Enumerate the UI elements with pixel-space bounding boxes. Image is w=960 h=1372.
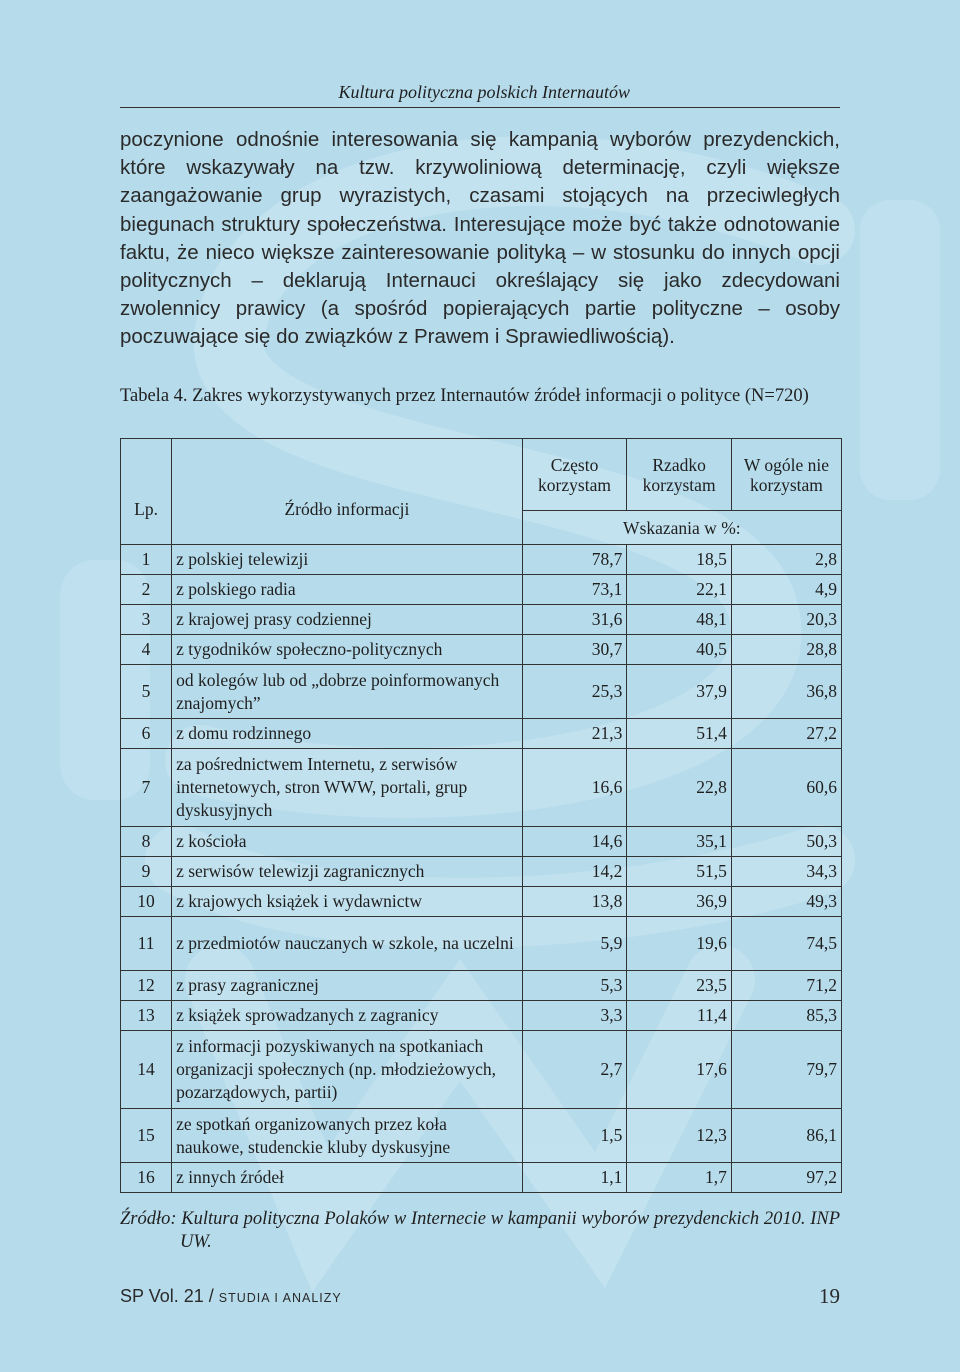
row-number: 7 [121, 749, 172, 827]
table-row [121, 605, 842, 635]
row-source: z krajowej prasy codziennej [172, 605, 523, 635]
table-row [121, 1001, 842, 1031]
row-source: z domu rodzinnego [172, 719, 523, 749]
table-row [121, 971, 842, 1001]
row-never-value: 85,3 [731, 1001, 841, 1031]
row-rarely-value: 18,5 [627, 545, 732, 575]
row-source: z książek sprowadzanych z zagranicy [172, 1001, 523, 1031]
row-rarely-value: 12,3 [627, 1109, 732, 1163]
row-often-value: 1,1 [522, 1163, 627, 1193]
header-lp-label: Lp. [134, 498, 158, 519]
row-number: 8 [121, 827, 172, 857]
table-row [121, 1031, 842, 1109]
row-never-value: 27,2 [731, 719, 841, 749]
row-number: 6 [121, 719, 172, 749]
row-never-value: 28,8 [731, 635, 841, 665]
table-row [121, 827, 842, 857]
header-rarely-label: Rzadko korzystam [642, 454, 716, 495]
table-row [121, 917, 842, 971]
table-row [121, 575, 842, 605]
row-never-value: 36,8 [731, 665, 841, 719]
footer-journal [120, 1286, 342, 1307]
row-number: 9 [121, 857, 172, 887]
row-rarely-value: 1,7 [627, 1163, 732, 1193]
row-often-value: 30,7 [522, 635, 627, 665]
row-number: 10 [121, 887, 172, 917]
header-lp [121, 439, 172, 545]
row-number: 14 [121, 1031, 172, 1109]
row-never-value: 50,3 [731, 827, 841, 857]
row-often-value: 73,1 [522, 575, 627, 605]
row-source: ze spotkań organizowanych przez koła naukowe, studenckie kluby dyskusyjne [172, 1109, 523, 1163]
row-source: z informacji pozyskiwanych na spotkaniach organizacji społecznych (np. młodzieżowych, pozarządowych, partii) [172, 1031, 523, 1109]
row-often-value: 2,7 [522, 1031, 627, 1109]
row-source: z polskiego radia [172, 575, 523, 605]
row-often-value: 16,6 [522, 749, 627, 827]
row-never-value: 20,3 [731, 605, 841, 635]
row-never-value: 49,3 [731, 887, 841, 917]
row-never-value: 60,6 [731, 749, 841, 827]
table-row [121, 545, 842, 575]
header-often [522, 439, 627, 511]
row-number: 4 [121, 635, 172, 665]
row-rarely-value: 22,8 [627, 749, 732, 827]
table-row [121, 887, 842, 917]
row-source: z serwisów telewizji zagranicznych [172, 857, 523, 887]
row-often-value: 78,7 [522, 545, 627, 575]
footer-separator: / [208, 1286, 214, 1306]
row-rarely-value: 35,1 [627, 827, 732, 857]
table-row [121, 719, 842, 749]
row-rarely-value: 37,9 [627, 665, 732, 719]
header-source [172, 439, 523, 545]
row-rarely-value: 22,1 [627, 575, 732, 605]
row-often-value: 21,3 [522, 719, 627, 749]
row-number: 5 [121, 665, 172, 719]
table-row [121, 749, 842, 827]
row-source: z przedmiotów nauczanych w szkole, na uczelni [172, 917, 523, 971]
table-caption [120, 384, 840, 409]
row-never-value: 71,2 [731, 971, 841, 1001]
header-unit-label: Wskazania w %: [623, 517, 741, 538]
row-often-value: 31,6 [522, 605, 627, 635]
header-source-label: Źródło informacji [284, 498, 410, 519]
sources-table [120, 438, 842, 1193]
header-unit [522, 511, 841, 545]
row-number: 2 [121, 575, 172, 605]
row-rarely-value: 36,9 [627, 887, 732, 917]
row-never-value: 97,2 [731, 1163, 841, 1193]
table-caption-text: Tabela 4. Zakres wykorzystywanych przez Internautów źródeł informacji o polityce (N=720) [120, 386, 809, 406]
row-often-value: 1,5 [522, 1109, 627, 1163]
row-number: 3 [121, 605, 172, 635]
row-source: od kolegów lub od „dobrze poinformowanych znajomych” [172, 665, 523, 719]
header-divider [120, 107, 840, 108]
row-rarely-value: 23,5 [627, 971, 732, 1001]
table-row [121, 635, 842, 665]
row-source: z krajowych książek i wydawnictw [172, 887, 523, 917]
row-often-value: 13,8 [522, 887, 627, 917]
row-rarely-value: 40,5 [627, 635, 732, 665]
row-often-value: 5,3 [522, 971, 627, 1001]
header-never [731, 439, 841, 511]
row-number: 16 [121, 1163, 172, 1193]
row-number: 1 [121, 545, 172, 575]
row-source: za pośrednictwem Internetu, z serwisów internetowych, stron WWW, portali, grup dyskusyjnych [172, 749, 523, 827]
table-row [121, 857, 842, 887]
source-note [120, 1208, 840, 1254]
journal-name: SP Vol. 21 [120, 1286, 204, 1306]
row-number: 12 [121, 971, 172, 1001]
row-source: z innych źródeł [172, 1163, 523, 1193]
row-rarely-value: 51,5 [627, 857, 732, 887]
row-never-value: 34,3 [731, 857, 841, 887]
row-rarely-value: 48,1 [627, 605, 732, 635]
section-name: STUDIA I ANALIZY [218, 1291, 342, 1305]
row-never-value: 86,1 [731, 1109, 841, 1163]
row-rarely-value: 51,4 [627, 719, 732, 749]
row-never-value: 79,7 [731, 1031, 841, 1109]
row-often-value: 5,9 [522, 917, 627, 971]
row-number: 11 [121, 917, 172, 971]
row-source: z prasy zagranicznej [172, 971, 523, 1001]
row-often-value: 14,2 [522, 857, 627, 887]
table-row [121, 1163, 842, 1193]
table-row [121, 1109, 842, 1163]
row-source: z polskiej telewizji [172, 545, 523, 575]
row-often-value: 3,3 [522, 1001, 627, 1031]
table-row [121, 665, 842, 719]
row-never-value: 74,5 [731, 917, 841, 971]
row-number: 13 [121, 1001, 172, 1031]
row-number: 15 [121, 1109, 172, 1163]
page-number: 19 [819, 1284, 840, 1308]
row-never-value: 2,8 [731, 545, 841, 575]
row-source: z kościoła [172, 827, 523, 857]
source-note-text: Źródło: Kultura polityczna Polaków w Internecie w kampanii wyborów prezydenckich 2010. INP UW. [120, 1209, 840, 1252]
row-source: z tygodników społeczno-politycznych [172, 635, 523, 665]
header-rarely [627, 439, 732, 511]
row-rarely-value: 11,4 [627, 1001, 732, 1031]
row-rarely-value: 17,6 [627, 1031, 732, 1109]
row-often-value: 25,3 [522, 665, 627, 719]
header-never-label: W ogóle nie korzystam [743, 454, 830, 495]
table-body [121, 545, 842, 1193]
row-never-value: 4,9 [731, 575, 841, 605]
row-rarely-value: 19,6 [627, 917, 732, 971]
running-header: Kultura polityczna polskich Internautów [338, 82, 630, 102]
header-often-label: Często korzystam [538, 454, 611, 495]
body-paragraph: poczynione odnośnie interesowania się kampanią wyborów prezydenckich, które wskazywały na tzw. krzywoliniową determinację, czyli większe zaangażowanie grup wyrazistych, czasami stojących na przeciwległych biegunach struktury społeczeństwa. Interesujące może być także odnotowanie faktu, że nieco większe zainteresowanie polityką – w stosunku do innych opcji politycznych – deklarują Internauci określający się jako zdecydowani zwolennicy prawicy (a spośród popierających partie polityczne – osoby poczuwające się do związków z Prawem i Sprawiedliwością). [120, 128, 840, 349]
row-often-value: 14,6 [522, 827, 627, 857]
